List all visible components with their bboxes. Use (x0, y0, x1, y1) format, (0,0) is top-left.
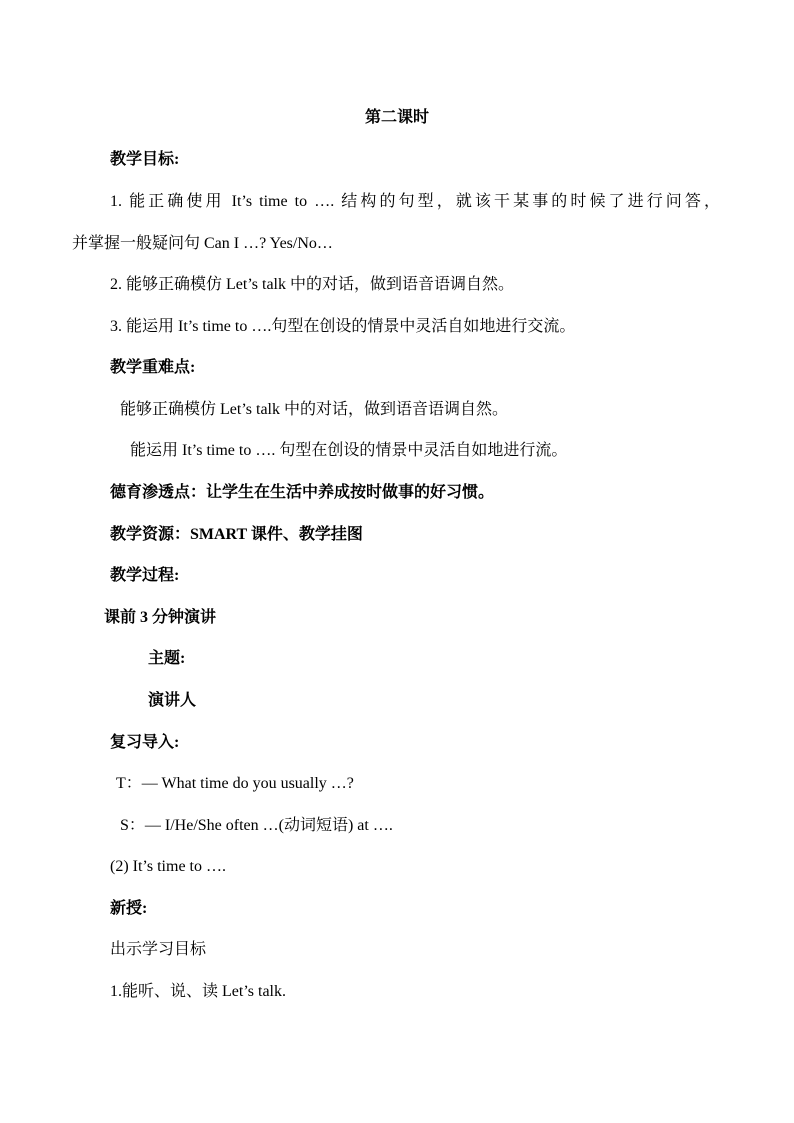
moral-education: 德育渗透点：让学生在生活中养成按时做事的好习惯。 (110, 484, 495, 501)
process-heading: 教学过程: (110, 567, 180, 584)
objective-3: 3. 能运用 It’s time to ….句型在创设的情景中灵活自如地进行交流。 (110, 318, 576, 335)
review-student-line: S：— I/He/She often …(动词短语) at …. (120, 817, 393, 834)
page-title: 第二课时 (364, 109, 429, 126)
speech-speaker: 演讲人 (148, 692, 197, 709)
review-teacher-line: T：— What time do you usually …? (116, 775, 354, 792)
new-item-1: 1.能听、说、读 Let’s talk. (110, 983, 286, 1000)
key-point-1: 能够正确模仿 Let’s talk 中的对话，做到语音语调自然。 (120, 401, 508, 418)
new-lesson-heading: 新授: (110, 900, 148, 917)
resources: 教学资源：SMART 课件、教学挂图 (110, 526, 363, 543)
key-points-heading: 教学重难点: (110, 359, 196, 376)
speech-heading: 课前 3 分钟演讲 (104, 609, 217, 626)
objective-2: 2. 能够正确模仿 Let’s talk 中的对话，做到语音语调自然。 (110, 276, 514, 293)
objective-1-line-2: 并掌握一般疑问句 Can I …? Yes/No… (72, 235, 333, 252)
show-objectives: 出示学习目标 (110, 941, 207, 958)
review-item-2: (2) It’s time to …. (110, 858, 226, 875)
objectives-heading: 教学目标: (110, 151, 180, 168)
speech-topic: 主题: (148, 650, 186, 667)
key-point-2: 能运用 It’s time to …. 句型在创设的情景中灵活自如地进行流。 (130, 442, 568, 459)
review-heading: 复习导入: (110, 734, 180, 751)
objective-1-line-1: 1. 能正确使用 It’s time to …. 结构的句型，就该干某事的时候了进行问答， (110, 193, 720, 210)
